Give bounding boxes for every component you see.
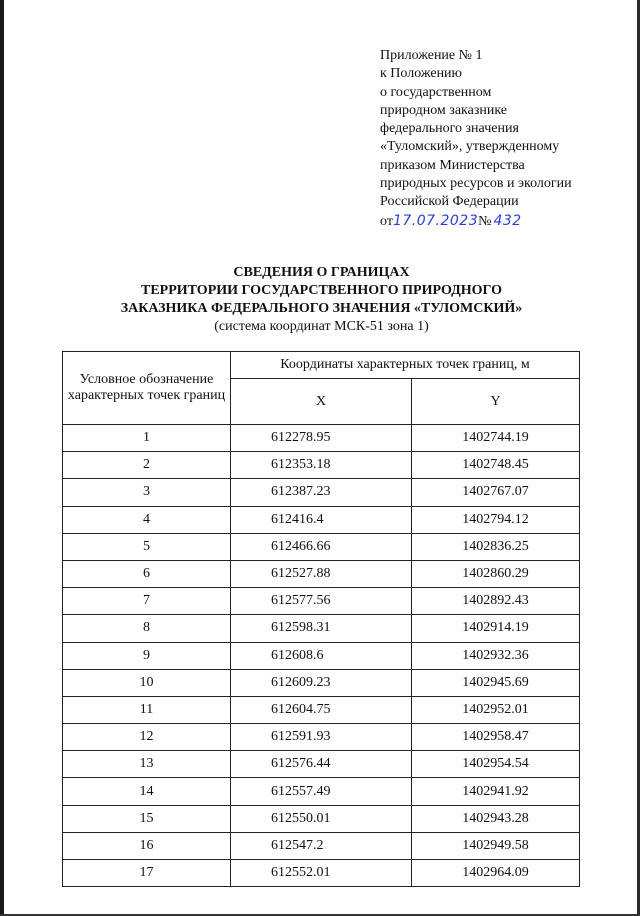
table-row (63, 479, 580, 506)
point-number-cell: 12 (63, 724, 231, 751)
table-row (63, 696, 580, 723)
title-line-3: ЗАКАЗНИКА ФЕДЕРАЛЬНОГО ЗНАЧЕНИЯ «ТУЛОМСКИЙ» (120, 301, 523, 316)
x-coordinate-cell: 612604.75 (231, 696, 412, 723)
point-number-cell: 15 (63, 805, 231, 832)
point-number-cell: 2 (63, 452, 231, 479)
y-coordinate-cell: 1402767.07 (412, 479, 580, 506)
x-coordinate-cell: 612552.01 (231, 860, 412, 887)
x-header: X (231, 379, 412, 425)
point-number-cell: 3 (63, 479, 231, 506)
y-coordinate-cell: 1402952.01 (412, 696, 580, 723)
table-row (63, 533, 580, 560)
x-coordinate-cell: 612353.18 (231, 452, 412, 479)
y-coordinate-cell: 1402949.58 (412, 832, 580, 859)
y-coordinate-cell: 1402794.12 (412, 506, 580, 533)
coordinates-header: Координаты характерных точек границ, м (231, 352, 580, 379)
y-coordinate-cell: 1402954.54 (412, 751, 580, 778)
handwritten-date: 17.07.2023 (392, 212, 479, 229)
table-row (63, 832, 580, 859)
number-label: № (478, 213, 492, 229)
x-coordinate-cell: 612547.2 (231, 832, 412, 859)
title-line-1: СВЕДЕНИЯ О ГРАНИЦАХ (233, 265, 410, 280)
y-coordinate-cell: 1402945.69 (412, 669, 580, 696)
point-number-cell: 11 (63, 696, 231, 723)
appendix-header (380, 47, 620, 231)
point-number-cell: 10 (63, 669, 231, 696)
point-number-cell: 13 (63, 751, 231, 778)
appendix-line: природных ресурсов и экологии (380, 176, 572, 192)
table-row (63, 805, 580, 832)
point-number-cell: 7 (63, 588, 231, 615)
coordinates-table (62, 351, 580, 887)
y-coordinate-cell: 1402748.45 (412, 452, 580, 479)
table-row (63, 751, 580, 778)
appendix-line: федерального значения (380, 121, 519, 137)
appendix-line: к Положению (380, 66, 463, 82)
y-coordinate-cell: 1402941.92 (412, 778, 580, 805)
point-number-cell: 9 (63, 642, 231, 669)
y-coordinate-cell: 1402744.19 (412, 425, 580, 452)
y-header: Y (412, 379, 580, 425)
point-number-cell: 14 (63, 778, 231, 805)
x-coordinate-cell: 612576.44 (231, 751, 412, 778)
y-coordinate-cell: 1402964.09 (412, 860, 580, 887)
y-coordinate-cell: 1402860.29 (412, 560, 580, 587)
document-title (64, 264, 579, 336)
x-coordinate-cell: 612608.6 (231, 642, 412, 669)
y-coordinate-cell: 1402932.36 (412, 642, 580, 669)
x-coordinate-cell: 612550.01 (231, 805, 412, 832)
y-coordinate-cell: 1402914.19 (412, 615, 580, 642)
y-coordinate-cell: 1402836.25 (412, 533, 580, 560)
handwritten-number: 432 (493, 212, 522, 229)
coordinate-system-subtitle: (система координат МСК-51 зона 1) (214, 319, 429, 334)
title-line-2: ТЕРРИТОРИИ ГОСУДАРСТВЕННОГО ПРИРОДНОГО (140, 283, 502, 298)
appendix-line: природном заказнике (380, 102, 508, 118)
y-coordinate-cell: 1402958.47 (412, 724, 580, 751)
appendix-line: «Туломский», утвержденному (380, 139, 560, 155)
point-header: Условное обозначение характерных точек границ (63, 352, 231, 425)
table-row (63, 506, 580, 533)
appendix-line: о государственном (380, 84, 492, 100)
table-row (63, 588, 580, 615)
table-row (63, 669, 580, 696)
y-coordinate-cell: 1402892.43 (412, 588, 580, 615)
table-row (63, 642, 580, 669)
point-number-cell: 1 (63, 425, 231, 452)
table-row (63, 615, 580, 642)
x-coordinate-cell: 612416.4 (231, 506, 412, 533)
appendix-line: Приложение № 1 (380, 48, 483, 63)
table-row (63, 425, 580, 452)
x-coordinate-cell: 612278.95 (231, 425, 412, 452)
order-date-line (380, 212, 620, 231)
from-label: от (380, 213, 393, 229)
table-row (63, 724, 580, 751)
appendix-line: Российской Федерации (380, 194, 519, 210)
point-number-cell: 6 (63, 560, 231, 587)
table-row (63, 778, 580, 805)
scan-border-left (0, 0, 4, 916)
point-number-cell: 5 (63, 533, 231, 560)
x-coordinate-cell: 612466.66 (231, 533, 412, 560)
table-row (63, 560, 580, 587)
x-coordinate-cell: 612577.56 (231, 588, 412, 615)
point-number-cell: 17 (63, 860, 231, 887)
table-row (63, 860, 580, 887)
point-number-cell: 16 (63, 832, 231, 859)
table-row (63, 452, 580, 479)
appendix-line: приказом Министерства (380, 157, 525, 173)
y-coordinate-cell: 1402943.28 (412, 805, 580, 832)
point-number-cell: 4 (63, 506, 231, 533)
x-coordinate-cell: 612598.31 (231, 615, 412, 642)
x-coordinate-cell: 612609.23 (231, 669, 412, 696)
point-number-cell: 8 (63, 615, 231, 642)
x-coordinate-cell: 612557.49 (231, 778, 412, 805)
x-coordinate-cell: 612527.88 (231, 560, 412, 587)
x-coordinate-cell: 612591.93 (231, 724, 412, 751)
x-coordinate-cell: 612387.23 (231, 479, 412, 506)
